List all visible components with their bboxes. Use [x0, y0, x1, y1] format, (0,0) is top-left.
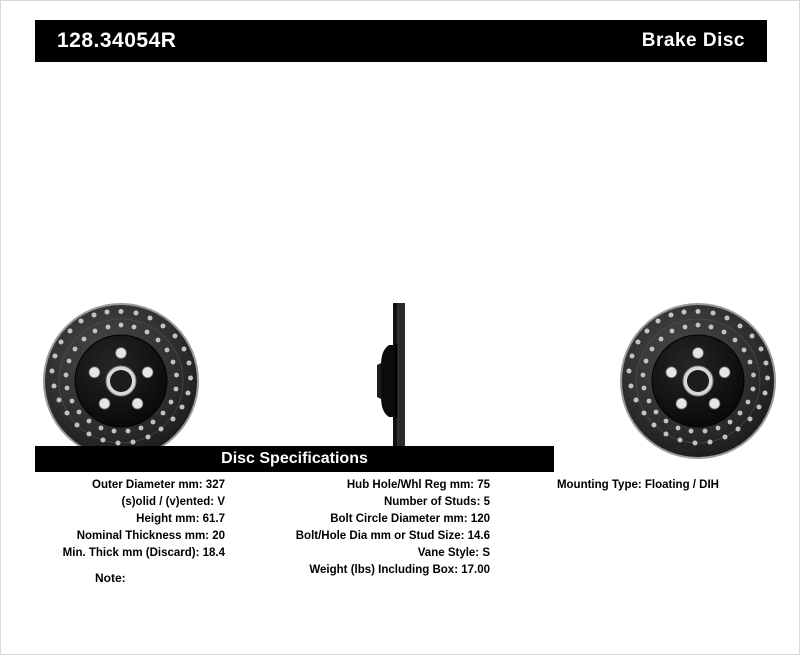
spec-line: Vane Style: S — [417, 547, 490, 559]
spec-line: Bolt Circle Diameter mm: 120 — [330, 513, 490, 525]
left-rotor-illustration — [41, 301, 201, 466]
part-number: 128.34054R — [57, 29, 177, 52]
spec-section-heading: Disc Specifications — [35, 446, 554, 472]
spec-line: Nominal Thickness mm: 20 — [76, 530, 225, 542]
page-title: Brake Disc — [641, 30, 745, 51]
spec-columns — [35, 477, 767, 579]
spec-line: Weight (lbs) Including Box: 17.00 — [309, 564, 490, 576]
spec-line: Bolt/Hole Dia mm or Stud Size: 14.6 — [295, 530, 490, 542]
header-bar — [35, 20, 767, 62]
note-label: Note: — [95, 571, 126, 585]
spec-line: Mounting Type: Floating / DIH — [556, 479, 719, 491]
spec-line: Height mm: 61.7 — [136, 513, 225, 525]
right-rotor-illustration — [618, 301, 778, 466]
spec-column-mounting — [490, 477, 767, 579]
spec-line: Number of Studs: 5 — [383, 496, 490, 508]
spec-column-dimensions — [35, 477, 225, 579]
spec-column-hub — [225, 477, 490, 579]
spec-line: (s)olid / (v)ented: V — [121, 496, 225, 508]
spec-line: Outer Diameter mm: 327 — [92, 479, 225, 491]
spec-line: Hub Hole/Whl Reg mm: 75 — [346, 479, 490, 491]
center-rotor-profile — [373, 301, 429, 466]
spec-line: Min. Thick mm (Discard): 18.4 — [62, 547, 225, 559]
